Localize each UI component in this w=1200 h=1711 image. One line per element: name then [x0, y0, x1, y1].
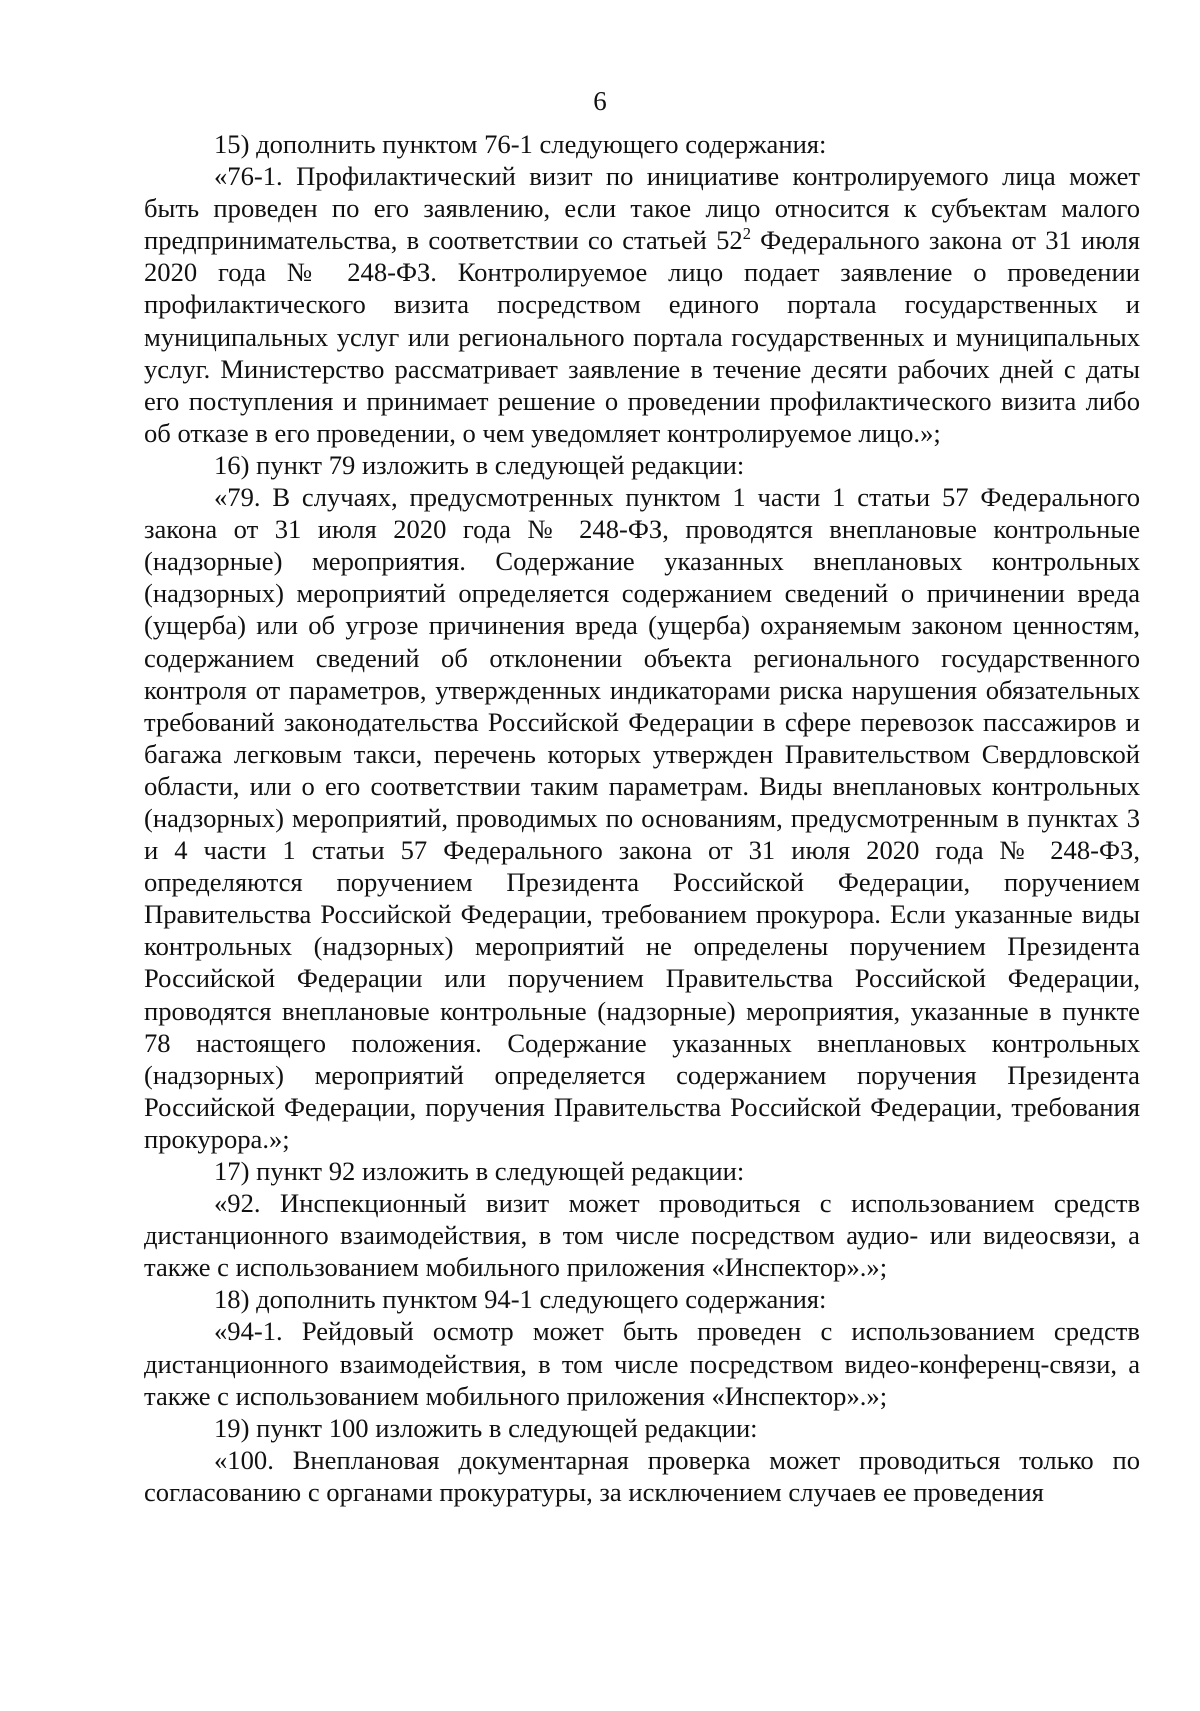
document-body: [144, 128, 1140, 1508]
paragraph-item-19: 19) пункт 100 изложить в следующей редакции:: [214, 1412, 758, 1443]
paragraph-item-17: 17) пункт 92 изложить в следующей редакции:: [214, 1156, 745, 1186]
paragraph-item-18: 18) дополнить пунктом 94-1 следующего содержания:: [214, 1284, 827, 1315]
superscript-article-index: 2: [742, 224, 751, 244]
clause-76-1-text-start: «76-1. Профилактический визит по инициативе контролируемого лица может быть проведен по его заявлению, если такое лицо относится к субъектам малого предпринимательства, в соответствии со статьей 52: [144, 161, 1140, 256]
paragraph-clause-79: «79. В случаях, предусмотренных пунктом 1 части 1 статьи 57 Федерального закона от 31 июля 2020 года № 248-ФЗ, проводятся внеплановые контрольные (надзорные) мероприятия. Содержание указанных внеплановых контрольных (надзорных) мероприятий определяется содержанием сведений о причинении вреда (ущерба) или об угрозе причинения вреда (ущерба) охраняемым законом ценностям, содержанием сведений об отклонении объекта регионального государственного контроля от параметров, утвержденных индикаторами риска нарушения обязательных требований законодательства Российской Федерации в сфере перевозок пассажиров и багажа легковым такси, перечень которых утвержден Правительством Свердловской области, или о его соответствии таким параметрам. Виды внеплановых контрольных (надзорных) мероприятий, проводимых по основаниям, предусмотренным в пунктах 3 и 4 части 1 статьи 57 Федерального закона от 31 июля 2020 года № 248-ФЗ, определяются поручением Президента Российской Федерации, поручением Правительства Российской Федерации, требованием прокурора. Если указанные виды контрольных (надзорных) мероприятий не определены поручением Президента Российской Федерации или поручением Правительства Российской Федерации, проводятся внеплановые контрольные (надзорные) мероприятия, указанные в пункте 78 настоящего положения. Содержание указанных внеплановых контрольных (надзорных) мероприятий определяется содержанием поручения Президента Российской Федерации, поручения Правительства Российской Федерации, требования прокурора.»;: [144, 482, 1140, 1154]
paragraph-clause-100: «100. Внеплановая документарная проверка может проводиться только по согласованию с органами прокуратуры, за исключением случаев ее проведения: [144, 1444, 1140, 1507]
paragraph-item-16: 16) пункт 79 изложить в следующей редакции:: [214, 449, 745, 480]
paragraph-clause-92: «92. Инспекционный визит может проводиться с использованием средств дистанционного взаимодействия, в том числе посредством аудио- или видеосвязи, а также с использованием мобильного приложения «Инспектор».»;: [144, 1188, 1140, 1283]
paragraph-clause-94-1: «94-1. Рейдовый осмотр может быть проведен с использованием средств дистанционного взаимодействия, в том числе посредством видео-конференц-связи, а также с использованием мобильного приложения «Инспектор».»;: [144, 1316, 1140, 1411]
clause-76-1-text-end: Федерального закона от 31 июля 2020 года № 248-ФЗ. Контролируемое лицо подает заявление о проведении профилактического визита посредством единого портала государственных и муниципальных услуг или регионального портала государственных и муниципальных услуг. Министерство рассматривает заявление в течение десяти рабочих дней с даты его поступления и принимает решение о проведении профилактического визита либо об отказе в его проведении, о чем уведомляет контролируемое лицо.»;: [144, 225, 1140, 448]
paragraph-clause-76-1: [144, 160, 1140, 449]
page-number: 6: [593, 86, 607, 116]
paragraph-item-15: 15) дополнить пунктом 76-1 следующего содержания:: [214, 129, 827, 159]
